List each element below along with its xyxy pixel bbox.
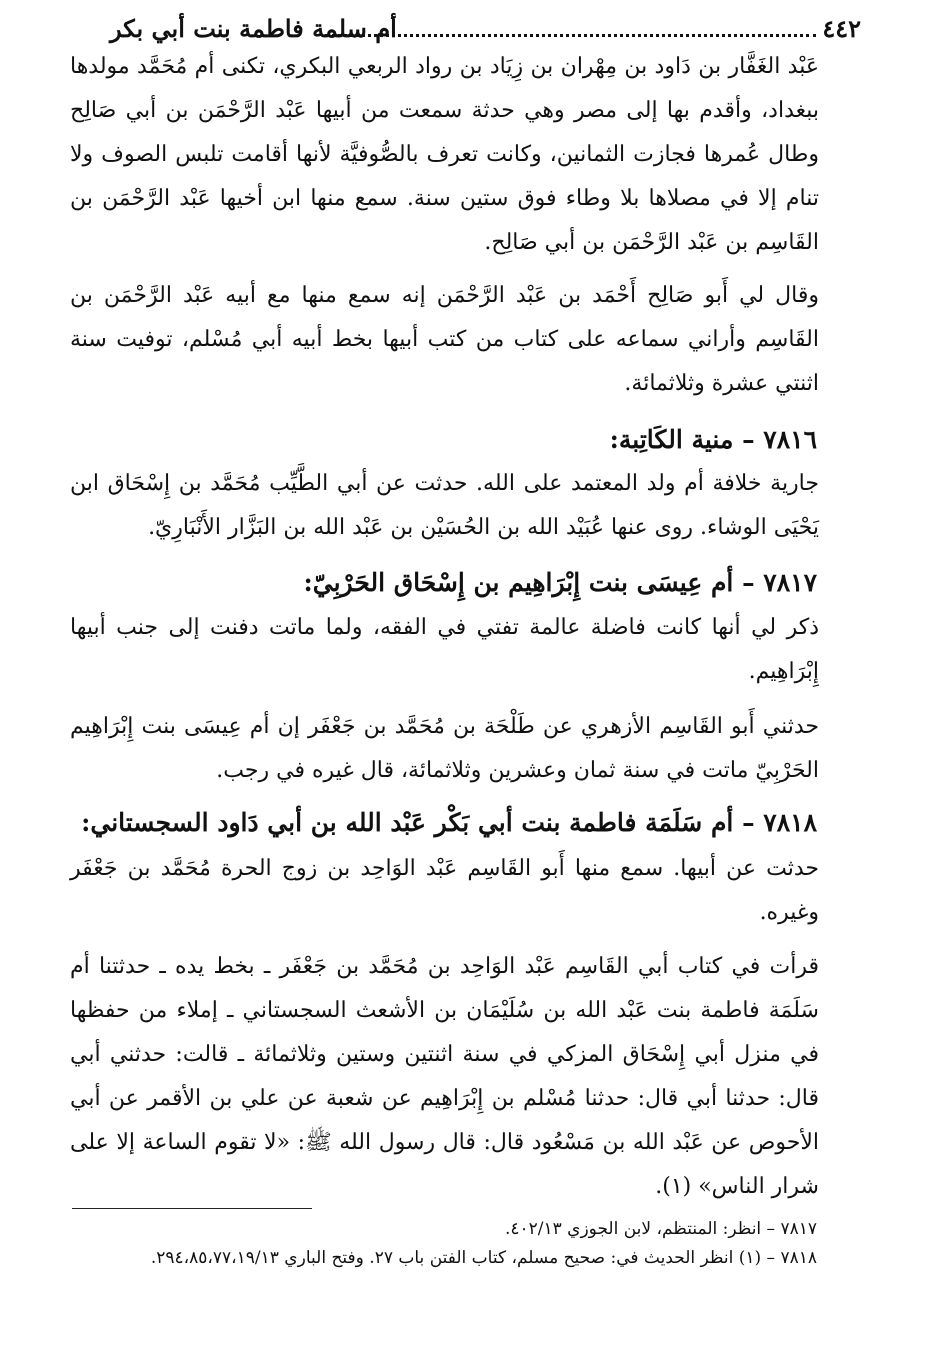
paragraph-hadith-narration: قرأت في كتاب أبي القَاسِم عَبْد الوَاحِد بن مُحَمَّد بن جَعْفَر ـ بخط يده ـ حدثتنا أم سَلَمَة فاطمة بنت عَبْد الله بن سُلَيْمَان بن الأشعث السجستاني ـ إملاء من حفظها في منزل أبي إِسْحَاق المزكي في سنة اثنتين وستين وثلاثمائة ـ قالت: حدثني أبي قال: حدثنا أبي قال: حدثنا مُسْلم بن إِبْرَاهِيم عن شعبة عن علي بن الأقمر عن أبي الأحوص عن عَبْد الله بن مَسْعُود قال: قال رسول الله ﷺ: «لا تقوم الساعة إلا على شرار الناس» (١). [70, 954, 820, 1199]
paragraph-abu-salih-report: وقال لي أَبو صَالِح أَحْمَد بن عَبْد الرَّحْمَن إنه سمع منها مع أبيه عَبْد الرَّحْمَن بن القَاسِم وأراني سماعه على كتاب من كتب أبيها بخط أبيه أبي مُسْلم، توفيت سنة اثنتي عشرة وثلاثمائة. [70, 283, 820, 396]
entry-title-7818: ٧٨١٨ – أم سَلَمَة فاطمة بنت أبي بَكْر عَبْد الله بن أبي دَاود السجستاني: [81, 808, 817, 837]
header-dot-leader [325, 34, 816, 37]
entry-title-7817: ٧٨١٧ – أم عِيسَى بنت إِبْرَاهِيم بن إِسْحَاق الحَرْبِيّ: [303, 568, 817, 597]
running-title: أم سلمة فاطمة بنت أبي بكر [110, 14, 397, 43]
paragraph-munya-biography: جارية خلافة أم ولد المعتمد على الله. حدثت عن أبي الطَّيِّب مُحَمَّد بن إِسْحَاق ابن يَحْيَى الوشاء. روى عنها عُبَيْد الله بن الحُسَيْن بن عَبْد الله بن البَزَّار الأَنْبَارِيّ. [70, 471, 819, 540]
page-header [110, 14, 861, 48]
paragraph-umm-isa-biography: ذكر لي أنها كانت فاضلة عالمة تفتي في الفقه، ولما ماتت دفنت إلى جنب أبيها إِبْرَاهِيم. [70, 615, 819, 684]
paragraph-umm-isa-death: حدثني أَبو القَاسِم الأزهري عن طَلْحَة بن مُحَمَّد بن جَعْفَر إن أم عِيسَى بنت إِبْرَاهِيم الحَرْبِيّ ماتت في سنة ثمان وعشرين وثلاثمائة، قال غيره في رجب. [70, 714, 819, 783]
entry-title-7816: ٧٨١٦ – منية الكَاتِبة: [609, 425, 817, 454]
paragraph-umm-salama-biography: حدثت عن أبيها. سمع منها أَبو القَاسِم عَبْد الوَاحِد بن زوج الحرة مُحَمَّد بن جَعْفَر وغيره. [70, 856, 819, 925]
footnote-7818: ٧٨١٨ – (١) انظر الحديث في: صحيح مسلم، كتاب الفتن باب ٢٧. وفتح الباري ٢٩٤،٨٥،٧٧،١٩/١٣. [150, 1248, 817, 1268]
footnote-separator [72, 1208, 312, 1209]
footnote-7817: ٧٨١٧ – انظر: المنتظم، لابن الجوزي ٤٠٢/١٣. [504, 1219, 817, 1239]
page-number: ٤٤٢ [822, 14, 861, 43]
paragraph-fatima-biography: عَبْد الغَفَّار بن دَاود بن مِهْران بن زِيَاد بن رواد الربعي البكري، تكنى أم مُحَمَّد مولدها ببغداد، وأقدم بها إلى مصر وهي حدثة سمعت من أبيها عَبْد الرَّحْمَن بن أبي صَالِح وطال عُمرها فجازت الثمانين، وكانت تعرف بالصُّوفيَّة لأنها أقامت تلبس الصوف ولا تنام إلا في مصلاها بلا وطاء فوق ستين سنة. سمع منها ابن أخيها عَبْد الرَّحْمَن بن القَاسِم بن عَبْد الرَّحْمَن بن أبي صَالِح. [70, 54, 819, 255]
